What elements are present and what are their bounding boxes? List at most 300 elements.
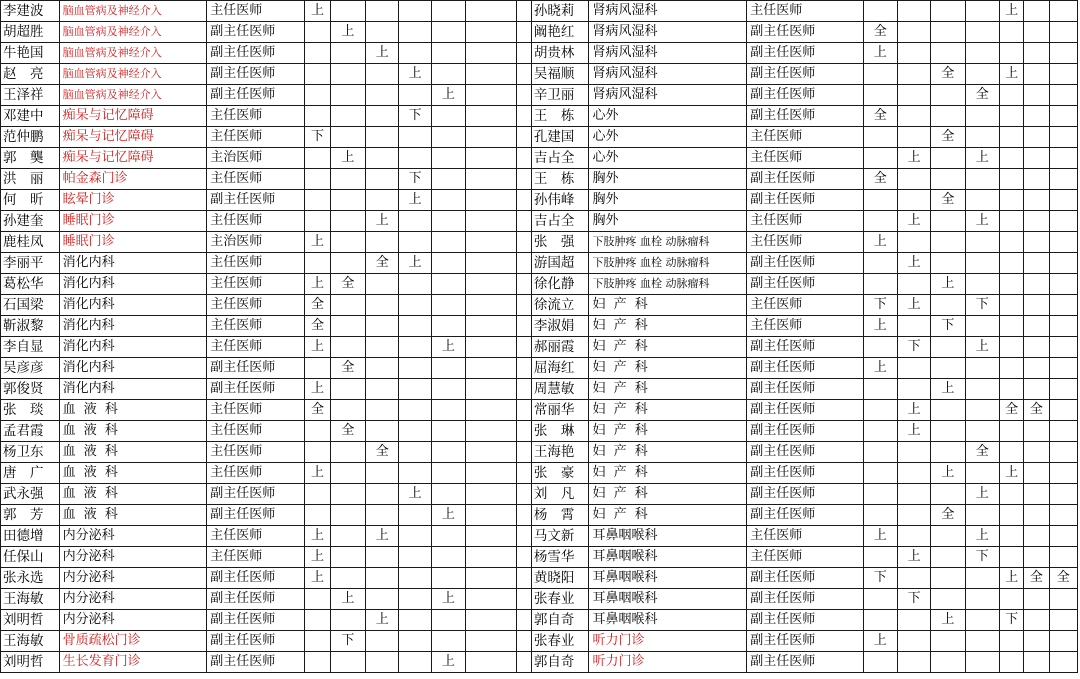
schedule-mark: 全 [931, 127, 965, 148]
schedule-mark [863, 589, 897, 610]
title-cell: 主任医师 [207, 169, 305, 190]
doctor-name: 阚艳红 [531, 22, 589, 43]
schedule-mark [931, 526, 965, 547]
schedule-mark [965, 610, 999, 631]
doctor-name: 石国梁 [1, 295, 60, 316]
schedule-mark: 上 [431, 589, 465, 610]
schedule-mark [366, 484, 399, 505]
schedule-mark [863, 127, 897, 148]
doctor-name: 张 豪 [531, 463, 589, 484]
spacer-cell [516, 421, 531, 442]
schedule-mark [965, 463, 999, 484]
schedule-mark [1049, 316, 1077, 337]
schedule-mark [366, 64, 399, 85]
schedule-mark [399, 421, 431, 442]
doctor-name: 孙伟峰 [531, 190, 589, 211]
schedule-mark [1024, 253, 1049, 274]
spacer-cell [516, 190, 531, 211]
schedule-mark [1049, 1, 1077, 22]
schedule-mark: 上 [330, 148, 365, 169]
table-row [1, 211, 1078, 232]
department-cell: 妇 产 科 [589, 421, 747, 442]
department-cell: 妇 产 科 [589, 505, 747, 526]
title-cell: 副主任医师 [207, 652, 305, 673]
table-row [1, 400, 1078, 421]
department-cell: 消化内科 [59, 295, 207, 316]
doctor-name: 郭 龑 [1, 148, 60, 169]
schedule-mark [399, 526, 431, 547]
schedule-mark: 全 [330, 421, 365, 442]
schedule-mark [1024, 106, 1049, 127]
title-cell: 副主任医师 [207, 379, 305, 400]
schedule-mark [366, 421, 399, 442]
doctor-name: 马文新 [531, 526, 589, 547]
schedule-mark [330, 253, 365, 274]
schedule-mark [399, 316, 431, 337]
title-cell: 主任医师 [207, 316, 305, 337]
spacer-cell [516, 610, 531, 631]
schedule-mark [466, 400, 517, 421]
doctor-name: 王泽祥 [1, 85, 60, 106]
department-cell: 血 液 科 [59, 484, 207, 505]
spacer-cell [516, 442, 531, 463]
schedule-mark [330, 43, 365, 64]
doctor-name: 郭自奇 [531, 610, 589, 631]
doctor-name: 郭俊贤 [1, 379, 60, 400]
schedule-mark [1000, 358, 1024, 379]
doctor-name: 孙建奎 [1, 211, 60, 232]
schedule-mark [1024, 610, 1049, 631]
title-cell: 主任医师 [747, 232, 863, 253]
department-cell: 耳鼻咽喉科 [589, 589, 747, 610]
schedule-mark: 上 [1000, 463, 1024, 484]
table-row [1, 127, 1078, 148]
doctor-name: 杨卫东 [1, 442, 60, 463]
schedule-mark [466, 526, 517, 547]
department-cell: 心外 [589, 148, 747, 169]
doctor-name: 徐化静 [531, 274, 589, 295]
schedule-mark [330, 232, 365, 253]
doctor-name: 常丽华 [531, 400, 589, 421]
schedule-mark [399, 568, 431, 589]
department-cell: 耳鼻咽喉科 [589, 568, 747, 589]
department-cell: 内分泌科 [59, 610, 207, 631]
department-cell: 耳鼻咽喉科 [589, 526, 747, 547]
schedule-mark [897, 64, 930, 85]
schedule-mark: 全 [931, 505, 965, 526]
schedule-mark [965, 43, 999, 64]
spacer-cell [516, 232, 531, 253]
schedule-mark [366, 127, 399, 148]
schedule-mark [1024, 22, 1049, 43]
schedule-mark [366, 85, 399, 106]
schedule-mark [366, 505, 399, 526]
schedule-mark [863, 85, 897, 106]
schedule-mark [466, 568, 517, 589]
schedule-mark [466, 232, 517, 253]
schedule-mark [431, 421, 465, 442]
schedule-mark [897, 484, 930, 505]
schedule-mark [431, 43, 465, 64]
title-cell: 主任医师 [207, 526, 305, 547]
schedule-mark [1024, 211, 1049, 232]
schedule-mark [1024, 337, 1049, 358]
table-row [1, 589, 1078, 610]
schedule-mark: 上 [431, 337, 465, 358]
schedule-mark [399, 547, 431, 568]
schedule-mark: 上 [366, 211, 399, 232]
schedule-mark [931, 400, 965, 421]
department-cell: 肾病风湿科 [589, 64, 747, 85]
schedule-mark: 上 [863, 43, 897, 64]
schedule-mark [863, 484, 897, 505]
title-cell: 副主任医师 [747, 568, 863, 589]
schedule-mark [897, 358, 930, 379]
schedule-mark [305, 169, 330, 190]
table-row [1, 64, 1078, 85]
spacer-cell [516, 106, 531, 127]
department-cell: 胸外 [589, 211, 747, 232]
schedule-mark [931, 232, 965, 253]
schedule-mark: 下 [1000, 610, 1024, 631]
doctor-name: 吉占全 [531, 148, 589, 169]
schedule-mark [305, 484, 330, 505]
schedule-mark [1049, 85, 1077, 106]
schedule-mark: 上 [330, 22, 365, 43]
schedule-mark [1024, 190, 1049, 211]
spacer-cell [516, 400, 531, 421]
doctor-name: 周慧敏 [531, 379, 589, 400]
schedule-mark [1000, 169, 1024, 190]
schedule-mark [330, 106, 365, 127]
schedule-mark [965, 253, 999, 274]
spacer-cell [516, 358, 531, 379]
schedule-mark [897, 106, 930, 127]
department-cell: 血 液 科 [59, 421, 207, 442]
schedule-mark [1024, 64, 1049, 85]
spacer-cell [516, 1, 531, 22]
schedule-mark [1049, 127, 1077, 148]
title-cell: 主任医师 [747, 148, 863, 169]
table-row [1, 631, 1078, 652]
schedule-mark [863, 400, 897, 421]
schedule-mark: 上 [305, 379, 330, 400]
schedule-mark [330, 211, 365, 232]
schedule-mark: 上 [931, 274, 965, 295]
schedule-mark [1000, 211, 1024, 232]
schedule-mark [931, 358, 965, 379]
schedule-mark [399, 22, 431, 43]
schedule-mark [330, 442, 365, 463]
schedule-mark [1000, 232, 1024, 253]
schedule-mark [466, 631, 517, 652]
department-cell: 消化内科 [59, 253, 207, 274]
table-row [1, 610, 1078, 631]
schedule-mark [1024, 442, 1049, 463]
schedule-mark [1000, 652, 1024, 673]
schedule-mark [965, 274, 999, 295]
department-cell: 妇 产 科 [589, 337, 747, 358]
doctor-name: 赵 亮 [1, 64, 60, 85]
schedule-mark [466, 484, 517, 505]
doctor-name: 任保山 [1, 547, 60, 568]
doctor-name: 张春业 [531, 631, 589, 652]
doctor-name: 王 栋 [531, 169, 589, 190]
schedule-mark [366, 190, 399, 211]
title-cell: 副主任医师 [747, 505, 863, 526]
schedule-mark [330, 169, 365, 190]
title-cell: 主任医师 [747, 1, 863, 22]
schedule-mark [897, 442, 930, 463]
title-cell: 副主任医师 [207, 64, 305, 85]
department-cell: 妇 产 科 [589, 400, 747, 421]
schedule-mark [897, 85, 930, 106]
schedule-mark [1024, 169, 1049, 190]
doctor-name: 孙晓莉 [531, 1, 589, 22]
title-cell: 主任医师 [207, 253, 305, 274]
title-cell: 主任医师 [207, 400, 305, 421]
schedule-mark [863, 211, 897, 232]
title-cell: 副主任医师 [207, 22, 305, 43]
doctor-name: 孟君霞 [1, 421, 60, 442]
schedule-mark [366, 274, 399, 295]
schedule-mark: 全 [863, 22, 897, 43]
schedule-mark [1000, 295, 1024, 316]
schedule-mark [366, 1, 399, 22]
department-cell: 痴呆与记忆障碍 [59, 148, 207, 169]
department-cell: 妇 产 科 [589, 316, 747, 337]
title-cell: 副主任医师 [207, 484, 305, 505]
table-row [1, 337, 1078, 358]
schedule-mark [1024, 295, 1049, 316]
schedule-mark: 上 [431, 85, 465, 106]
schedule-mark [466, 421, 517, 442]
schedule-mark [399, 1, 431, 22]
spacer-cell [516, 589, 531, 610]
doctor-name: 王海敏 [1, 589, 60, 610]
schedule-mark [431, 463, 465, 484]
schedule-mark [466, 316, 517, 337]
schedule-mark: 上 [897, 547, 930, 568]
schedule-mark [305, 505, 330, 526]
schedule-mark: 上 [431, 505, 465, 526]
schedule-mark [863, 379, 897, 400]
schedule-mark [431, 442, 465, 463]
schedule-mark [1049, 463, 1077, 484]
doctor-name: 王海敏 [1, 631, 60, 652]
table-row [1, 232, 1078, 253]
schedule-mark [1024, 505, 1049, 526]
schedule-mark [863, 148, 897, 169]
title-cell: 副主任医师 [747, 43, 863, 64]
schedule-mark [330, 190, 365, 211]
schedule-mark: 全 [931, 64, 965, 85]
schedule-mark [965, 421, 999, 442]
schedule-mark [431, 190, 465, 211]
table-row [1, 106, 1078, 127]
table-row [1, 295, 1078, 316]
doctor-name: 刘明哲 [1, 652, 60, 673]
schedule-mark [1049, 274, 1077, 295]
department-cell: 心外 [589, 106, 747, 127]
schedule-mark: 下 [863, 568, 897, 589]
schedule-mark [431, 379, 465, 400]
doctor-name: 邓建中 [1, 106, 60, 127]
title-cell: 副主任医师 [747, 64, 863, 85]
schedule-mark [897, 169, 930, 190]
schedule-mark [1049, 106, 1077, 127]
schedule-mark [431, 526, 465, 547]
schedule-mark [897, 463, 930, 484]
schedule-mark [366, 568, 399, 589]
schedule-mark [931, 85, 965, 106]
doctor-name: 鹿桂凤 [1, 232, 60, 253]
doctor-name: 游国超 [531, 253, 589, 274]
table-row [1, 526, 1078, 547]
spacer-cell [516, 274, 531, 295]
schedule-mark [305, 211, 330, 232]
title-cell: 副主任医师 [747, 190, 863, 211]
title-cell: 副主任医师 [207, 589, 305, 610]
schedule-mark: 全 [965, 442, 999, 463]
schedule-mark: 上 [305, 463, 330, 484]
schedule-mark [330, 379, 365, 400]
schedule-mark [1049, 547, 1077, 568]
schedule-mark: 上 [863, 631, 897, 652]
schedule-mark [965, 64, 999, 85]
department-cell: 耳鼻咽喉科 [589, 610, 747, 631]
schedule-mark [863, 547, 897, 568]
schedule-mark: 上 [305, 1, 330, 22]
doctor-name: 郭自奇 [531, 652, 589, 673]
schedule-mark: 下 [863, 295, 897, 316]
department-cell: 消化内科 [59, 358, 207, 379]
title-cell: 主任医师 [747, 316, 863, 337]
doctor-name: 吉占全 [531, 211, 589, 232]
schedule-mark [863, 253, 897, 274]
schedule-mark: 上 [897, 295, 930, 316]
schedule-mark [965, 589, 999, 610]
spacer-cell [516, 295, 531, 316]
schedule-mark: 上 [897, 148, 930, 169]
title-cell: 主任医师 [207, 127, 305, 148]
schedule-mark [1000, 253, 1024, 274]
schedule-mark: 全 [1024, 568, 1049, 589]
department-cell: 下肢肿疼 血栓 动脉瘤科 [589, 253, 747, 274]
schedule-mark [965, 631, 999, 652]
schedule-mark [431, 106, 465, 127]
schedule-mark [466, 442, 517, 463]
schedule-mark: 全 [965, 85, 999, 106]
schedule-mark [1049, 358, 1077, 379]
schedule-mark: 全 [1024, 400, 1049, 421]
schedule-mark [399, 148, 431, 169]
doctor-name: 胡超胜 [1, 22, 60, 43]
schedule-mark [897, 505, 930, 526]
schedule-mark [1049, 421, 1077, 442]
schedule-mark [1049, 148, 1077, 169]
schedule-mark [1049, 505, 1077, 526]
schedule-mark [431, 484, 465, 505]
department-cell: 脑血管病及神经介入 [59, 22, 207, 43]
schedule-mark [1024, 589, 1049, 610]
schedule-mark [366, 169, 399, 190]
doctor-name: 刘明哲 [1, 610, 60, 631]
schedule-mark [431, 148, 465, 169]
doctor-name: 李丽平 [1, 253, 60, 274]
title-cell: 副主任医师 [747, 610, 863, 631]
doctor-name: 张永选 [1, 568, 60, 589]
schedule-mark: 下 [330, 631, 365, 652]
doctor-name: 黄晓阳 [531, 568, 589, 589]
title-cell: 主任医师 [207, 421, 305, 442]
schedule-mark [431, 568, 465, 589]
schedule-mark: 全 [366, 253, 399, 274]
department-cell: 肾病风湿科 [589, 85, 747, 106]
schedule-mark [305, 106, 330, 127]
spacer-cell [516, 148, 531, 169]
schedule-mark [1024, 379, 1049, 400]
schedule-mark [1000, 22, 1024, 43]
schedule-mark [965, 169, 999, 190]
spacer-cell [516, 379, 531, 400]
schedule-mark: 上 [863, 358, 897, 379]
schedule-mark [897, 274, 930, 295]
schedule-mark [1049, 610, 1077, 631]
schedule-mark [330, 526, 365, 547]
schedule-mark [1024, 43, 1049, 64]
schedule-mark [931, 568, 965, 589]
schedule-mark [305, 610, 330, 631]
schedule-mark [1000, 43, 1024, 64]
schedule-mark [897, 190, 930, 211]
schedule-mark [330, 484, 365, 505]
schedule-mark [399, 43, 431, 64]
schedule-mark [330, 1, 365, 22]
department-cell: 胸外 [589, 190, 747, 211]
department-cell: 脑血管病及神经介入 [59, 1, 207, 22]
schedule-mark [931, 253, 965, 274]
doctor-name: 吴福顺 [531, 64, 589, 85]
schedule-mark: 上 [965, 211, 999, 232]
spacer-cell [516, 169, 531, 190]
department-cell: 骨质疏松门诊 [59, 631, 207, 652]
title-cell: 副主任医师 [747, 85, 863, 106]
schedule-mark: 全 [863, 106, 897, 127]
schedule-mark: 上 [305, 568, 330, 589]
schedule-mark [366, 295, 399, 316]
department-cell: 消化内科 [59, 316, 207, 337]
spacer-cell [516, 505, 531, 526]
schedule-mark [931, 421, 965, 442]
table-row [1, 484, 1078, 505]
schedule-mark [399, 211, 431, 232]
doctor-name: 武永强 [1, 484, 60, 505]
schedule-mark [366, 337, 399, 358]
schedule-mark: 下 [897, 589, 930, 610]
schedule-mark [1024, 127, 1049, 148]
department-cell: 血 液 科 [59, 442, 207, 463]
schedule-mark [1049, 631, 1077, 652]
department-cell: 妇 产 科 [589, 358, 747, 379]
schedule-mark [466, 610, 517, 631]
department-cell: 血 液 科 [59, 400, 207, 421]
department-cell: 生长发育门诊 [59, 652, 207, 673]
spacer-cell [516, 43, 531, 64]
schedule-mark [330, 127, 365, 148]
department-cell: 帕金森门诊 [59, 169, 207, 190]
schedule-mark [931, 22, 965, 43]
